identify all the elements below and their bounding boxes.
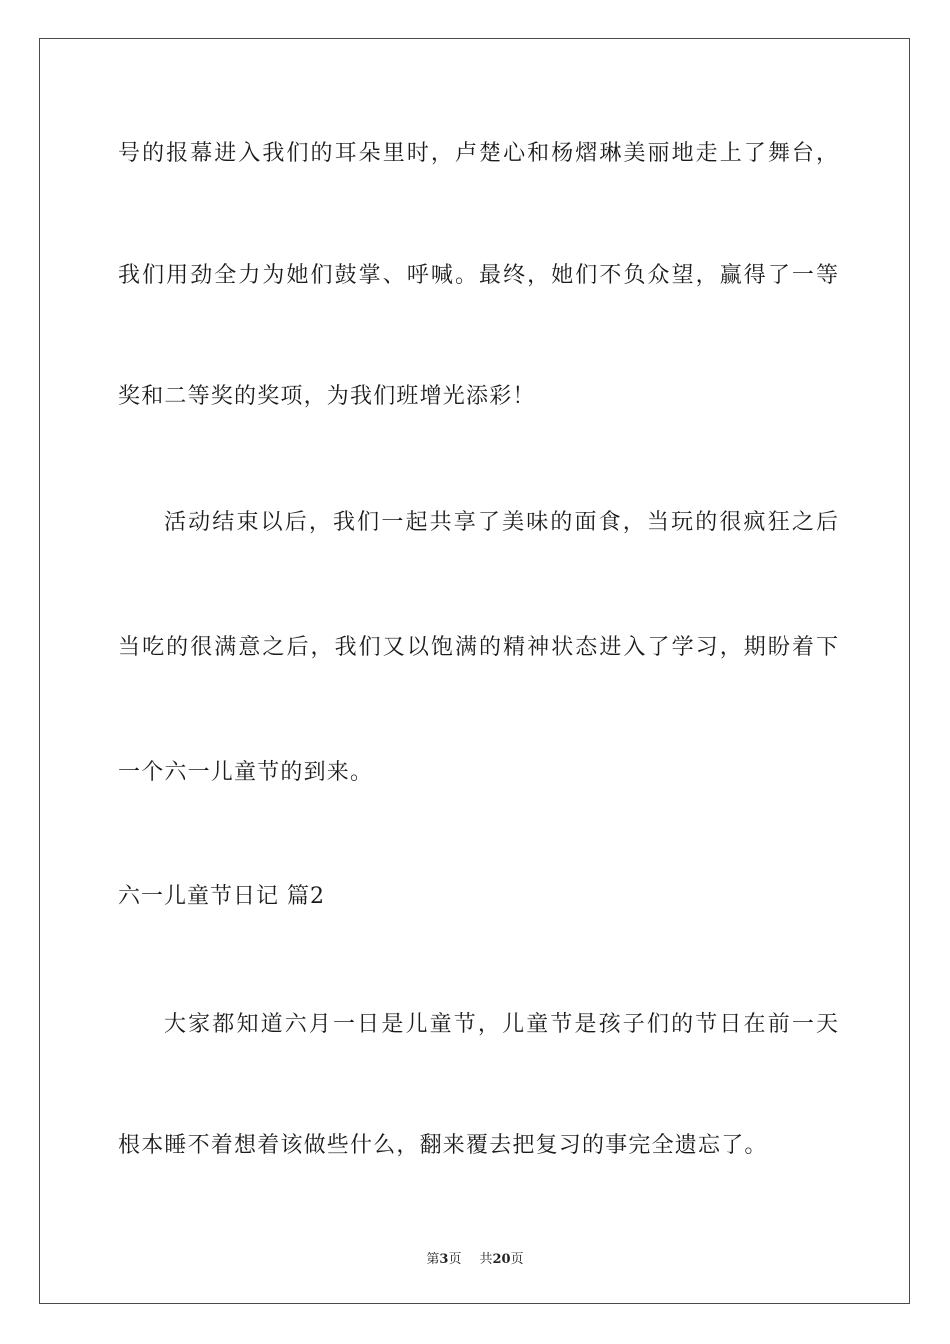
- footer-total-suffix: 页: [510, 1252, 524, 1267]
- paragraph-3-line-1: 大家都知道六月一日是儿童节，儿童节是孩子们的节日在前一天: [164, 1012, 838, 1037]
- page-footer: [0, 1248, 950, 1267]
- footer-page-number: 3: [439, 1252, 449, 1267]
- footer-total-prefix: 共: [479, 1252, 493, 1267]
- paragraph-2-line-1: 活动结束以后，我们一起共享了美味的面食，当玩的很疯狂之后: [164, 510, 838, 535]
- paragraph-3-line-2: 根本睡不着想着该做些什么，翻来覆去把复习的事完全遗忘了。: [118, 1133, 768, 1158]
- paragraph-1-line-3: 奖和二等奖的奖项，为我们班增光添彩！: [118, 384, 536, 409]
- footer-total-pages: 20: [492, 1252, 511, 1267]
- section-heading: 六一儿童节日记 篇2: [118, 884, 325, 909]
- paragraph-1-line-1: 号的报幕进入我们的耳朵里时，卢楚心和杨熠琳美丽地走上了舞台，: [118, 141, 838, 166]
- page-border: [39, 38, 910, 1304]
- footer-page-prefix: 第: [426, 1252, 440, 1267]
- paragraph-2-line-2: 当吃的很满意之后，我们又以饱满的精神状态进入了学习，期盼着下: [118, 635, 838, 660]
- paragraph-1-line-2: 我们用劲全力为她们鼓掌、呼喊。最终，她们不负众望，赢得了一等: [118, 263, 838, 288]
- footer-page-suffix: 页: [448, 1252, 462, 1267]
- paragraph-2-line-3: 一个六一儿童节的到来。: [118, 760, 374, 785]
